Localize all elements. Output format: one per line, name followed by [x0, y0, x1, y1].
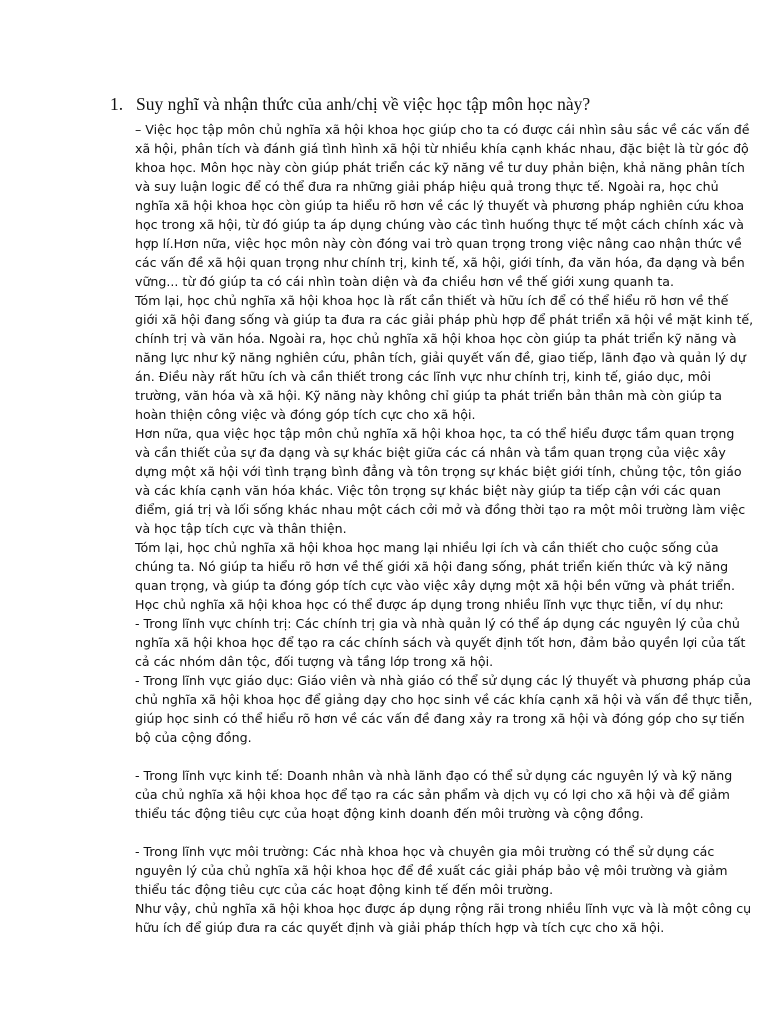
text-line: nguyên lý của chủ nghĩa xã hội khoa học để đề xuất các giải pháp bảo vệ môi trường và giảm	[135, 863, 728, 878]
text-line: - Trong lĩnh vực môi trường: Các nhà khoa học và chuyên gia môi trường có thể sử dụng các	[135, 844, 715, 859]
text-line: thiểu tác động tiêu cực của các hoạt động kinh tế đến môi trường.	[135, 882, 554, 897]
text-line: Tóm lại, học chủ nghĩa xã hội khoa học là rất cần thiết và hữu ích để có thể hiểu rõ hơn về thế	[135, 293, 729, 308]
text-line: điểm, giá trị và lối sống khác nhau một cách cởi mở và đồng thời tạo ra một môi trường làm việc	[135, 502, 746, 517]
text-line: cả các nhóm dân tộc, đối tượng và tầng lớp trong xã hội.	[135, 654, 494, 669]
text-line: vững... từ đó giúp ta có cái nhìn toàn diện và đa chiều hơn về thế giới xung quanh ta.	[135, 274, 674, 289]
text-line: và các khía cạnh văn hóa khác. Việc tôn trọng sự khác biệt này giúp ta tiếp cận với các quan	[135, 483, 721, 498]
text-line: và học tập tích cực và thân thiện.	[135, 521, 347, 536]
text-line: – Việc học tập môn chủ nghĩa xã hội khoa học giúp cho ta có được cái nhìn sâu sắc về các vấn đề	[135, 122, 750, 137]
text-line: hữu ích để giúp đưa ra các quyết định và giải pháp thích hợp và tích cực cho xã hội.	[135, 920, 665, 935]
question-number: 1.	[110, 94, 124, 114]
text-line: hoàn thiện công việc và đóng góp tích cực cho xã hội.	[135, 407, 476, 422]
question-text: Suy nghĩ và nhận thức của anh/chị về việc học tập môn học này?	[136, 94, 591, 114]
text-line: thiểu tác động tiêu cực của hoạt động kinh doanh đến môi trường và cộng đồng.	[135, 806, 644, 821]
text-line: Tóm lại, học chủ nghĩa xã hội khoa học mang lại nhiều lợi ích và cần thiết cho cuộc sống của	[135, 540, 719, 555]
blank-line	[135, 823, 695, 842]
text-line: và suy luận logic để có thể đưa ra những giải pháp hiệu quả trong thực tế. Ngoài ra, học chủ	[135, 179, 719, 194]
text-line: giới xã hội đang sống và giúp ta đưa ra các giải pháp phù hợp để phát triển xã hội về mặt kinh tế,	[135, 312, 754, 327]
text-line: khoa học. Môn học này còn giúp phát triển các kỹ năng về tư duy phản biện, khả năng phân tích	[135, 160, 745, 175]
text-line: - Trong lĩnh vực giáo dục: Giáo viên và nhà giáo có thể sử dụng các lý thuyết và phương pháp của	[135, 673, 752, 688]
text-line: nghĩa xã hội khoa học để tạo ra các chính sách và quyết định tốt hơn, đảm bảo quyền lợi của tất	[135, 635, 746, 650]
answer-body	[135, 120, 754, 937]
blank-line	[135, 747, 695, 766]
text-line: Học chủ nghĩa xã hội khoa học có thể được áp dụng trong nhiều lĩnh vực thực tiễn, ví dụ như:	[135, 597, 724, 612]
text-line: học trong xã hội, từ đó giúp ta áp dụng chúng vào các tình huống thực tế một cách chính xác và	[135, 217, 744, 232]
text-line: bộ của cộng đồng.	[135, 730, 252, 745]
text-line: và cần thiết của sự đa dạng và sự khác biệt giữa các cá nhân và tầm quan trọng của việc xây	[135, 445, 726, 460]
text-line: các vấn đề xã hội quan trọng như chính trị, kinh tế, xã hội, giới tính, đa văn hóa, đa dạng và bền	[135, 255, 745, 270]
text-line: xã hội, phân tích và đánh giá tình hình xã hội từ nhiều khía cạnh khác nhau, đặc biệt là từ góc độ	[135, 141, 749, 156]
text-line: - Trong lĩnh vực chính trị: Các chính trị gia và nhà quản lý có thể áp dụng các nguyên lý của chủ	[135, 616, 740, 631]
text-line: chính trị và văn hóa. Ngoài ra, học chủ nghĩa xã hội khoa học còn giúp ta phát triển kỹ năng và	[135, 331, 737, 346]
text-line: trường, văn hóa và xã hội. Kỹ năng này không chỉ giúp ta phát triển bản thân mà còn giúp ta	[135, 388, 722, 403]
text-line: giúp học sinh có thể hiểu rõ hơn về các vấn đề đang xảy ra trong xã hội và đóng góp cho sự tiến	[135, 711, 745, 726]
text-line: quan trọng, và giúp ta đóng góp tích cực vào việc xây dựng một xã hội bền vững và phát triển.	[135, 578, 735, 593]
text-line: Hơn nữa, qua việc học tập môn chủ nghĩa xã hội khoa học, ta có thể hiểu được tầm quan trọng	[135, 426, 735, 441]
text-line: dựng một xã hội với tình trạng bình đẳng và tôn trọng sự khác biệt giới tính, chủng tộc, tôn giáo	[135, 464, 742, 479]
text-line: Như vậy, chủ nghĩa xã hội khoa học được áp dụng rộng rãi trong nhiều lĩnh vực và là một công cụ	[135, 901, 752, 916]
text-line: - Trong lĩnh vực kinh tế: Doanh nhân và nhà lãnh đạo có thể sử dụng các nguyên lý và kỹ năng	[135, 768, 733, 783]
text-line: hợp lí.Hơn nữa, việc học môn này còn đóng vai trò quan trọng trong việc nâng cao nhận thức về	[135, 236, 742, 251]
text-line: năng lực như kỹ năng nghiên cứu, phân tích, giải quyết vấn đề, giao tiếp, lãnh đạo và quản lý dự	[135, 350, 746, 365]
text-line: án. Điều này rất hữu ích và cần thiết trong các lĩnh vực như chính trị, kinh tế, giáo dục, môi	[135, 369, 712, 384]
text-line: nghĩa xã hội khoa học còn giúp ta hiểu rõ hơn về các lý thuyết và phương pháp nghiên cứu khoa	[135, 198, 745, 213]
question-heading	[110, 92, 590, 116]
text-line: của chủ nghĩa xã hội khoa học để tạo ra các sản phẩm và dịch vụ có lợi cho xã hội và để giảm	[135, 787, 730, 802]
text-line: chúng ta. Nó giúp ta hiểu rõ hơn về thế giới xã hội đang sống, phát triển kiến thức và kỹ năng	[135, 559, 729, 574]
text-line: chủ nghĩa xã hội khoa học để giảng dạy cho học sinh về các khía cạnh xã hội và vấn đề thực tiễn,	[135, 692, 753, 707]
